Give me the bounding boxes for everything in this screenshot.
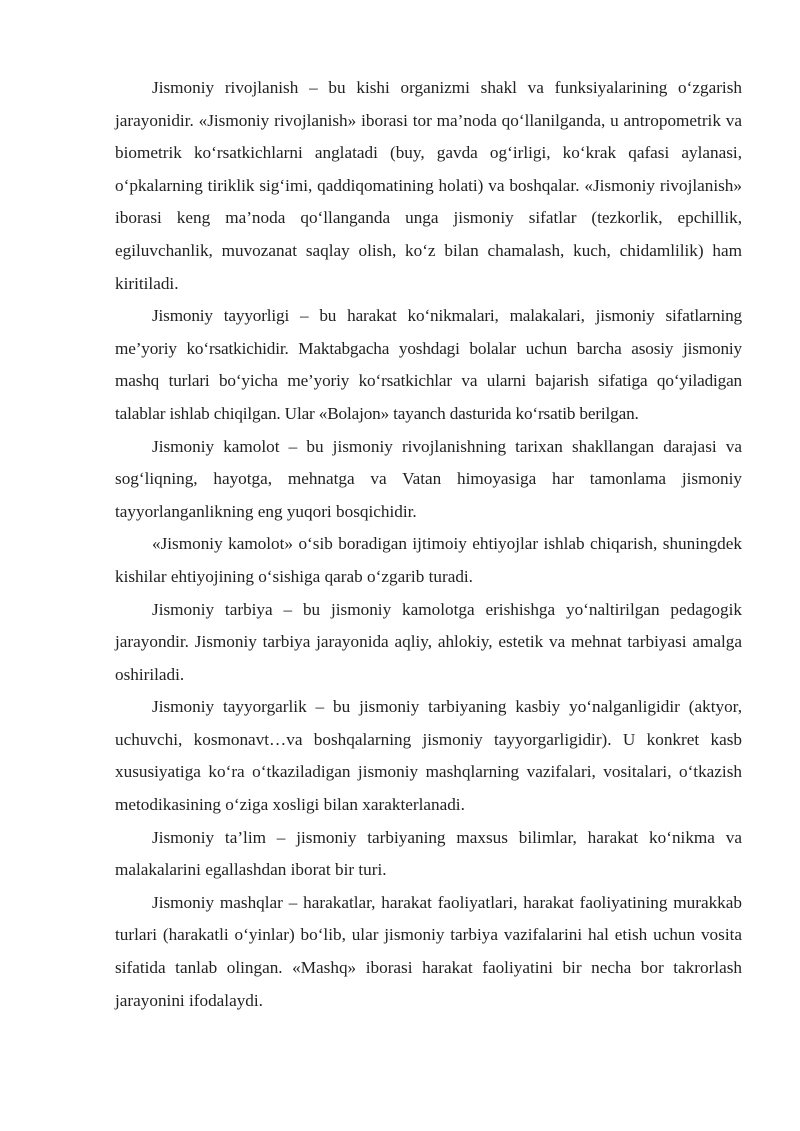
paragraph-jismoniy-mashqlar: Jismoniy mashqlar – harakatlar, harakat faoliyatlari, harakat faoliyatining murakkab turlari (harakatli o‘yinlar) bo‘lib, ular jismoniy tarbiya vazifalarini hal etish uchun vosita sifatida tanlab olingan. «Mashq» iborasi harakat faoliyatini bir necha bor takrorlash jarayonini ifodalaydi.: [115, 892, 742, 1010]
document-body: [115, 72, 742, 1017]
paragraph-jismoniy-kamolot: Jismoniy kamolot – bu jismoniy rivojlanishning tarixan shakllangan darajasi va sog‘liqning, hayotga, mehnatga va Vatan himoyasiga har tamonlama jismoniy tayyorlanganlikning eng yuqori bosqichidir.: [115, 436, 742, 521]
paragraph-jismoniy-tarbiya: Jismoniy tarbiya – bu jismoniy kamolotga erishishga yo‘naltirilgan pedagogik jarayondir. Jismoniy tarbiya jarayonida aqliy, ahlokiy, estetik va mehnat tarbiyasi amalga oshiriladi.: [115, 599, 742, 684]
paragraph-kamolot-ehtiyojlar: «Jismoniy kamolot» o‘sib boradigan ijtimoiy ehtiyojlar ishlab chiqarish, shuningdek kishilar ehtiyojining o‘sishiga qarab o‘zgarib turadi.: [115, 534, 742, 586]
paragraph-jismoniy-talim: Jismoniy ta’lim – jismoniy tarbiyaning maxsus bilimlar, harakat ko‘nikma va malakalarini egallashdan iborat bir turi.: [115, 827, 742, 880]
paragraph-jismoniy-tayyorligi: Jismoniy tayyorligi – bu harakat ko‘nikmalari, malakalari, jismoniy sifatlarning me’yoriy ko‘rsatkichidir. Maktabgacha yoshdagi bolalar uchun barcha asosiy jismoniy mashq turlari bo‘yicha me’yoriy ko‘rsatkichlar va ularni bajarish sifatiga qo‘yiladigan talablar ishlab chiqilgan. Ular «Bolajon» tayanch dasturida ko‘rsatib berilgan.: [115, 306, 742, 423]
paragraph-jismoniy-rivojlanish: Jismoniy rivojlanish – bu kishi organizmi shakl va funksiyalarining o‘zgarish jarayonidir. «Jismoniy rivojlanish» iborasi tor ma’noda qo‘llanilganda, u antropometrik va biometrik ko‘rsatkichlarni anglatadi (buy, gavda og‘irligi, ko‘krak qafasi aylanasi, o‘pkalarning tiriklik sig‘imi, qaddiqomatining holati) va boshqalar. «Jismoniy rivojlanish» iborasi keng ma’noda qo‘llanganda unga jismoniy sifatlar (tezkorlik, epchillik, egiluvchanlik, muvozanat saqlay olish, ko‘z bilan chamalash, kuch, chidamlilik) ham kiritiladi.: [115, 78, 742, 293]
paragraph-jismoniy-tayyorgarlik: Jismoniy tayyorgarlik – bu jismoniy tarbiyaning kasbiy yo‘nalganligidir (aktyor, uchuvchi, kosmonavt…va boshqalarning jismoniy tayyorgarligidir). U konkret kasb xususiyatiga ko‘ra o‘tkaziladigan jismoniy mashqlarning vazifalari, vositalari, o‘tkazish metodikasining o‘ziga xosligi bilan xarakterlanadi.: [115, 697, 742, 815]
